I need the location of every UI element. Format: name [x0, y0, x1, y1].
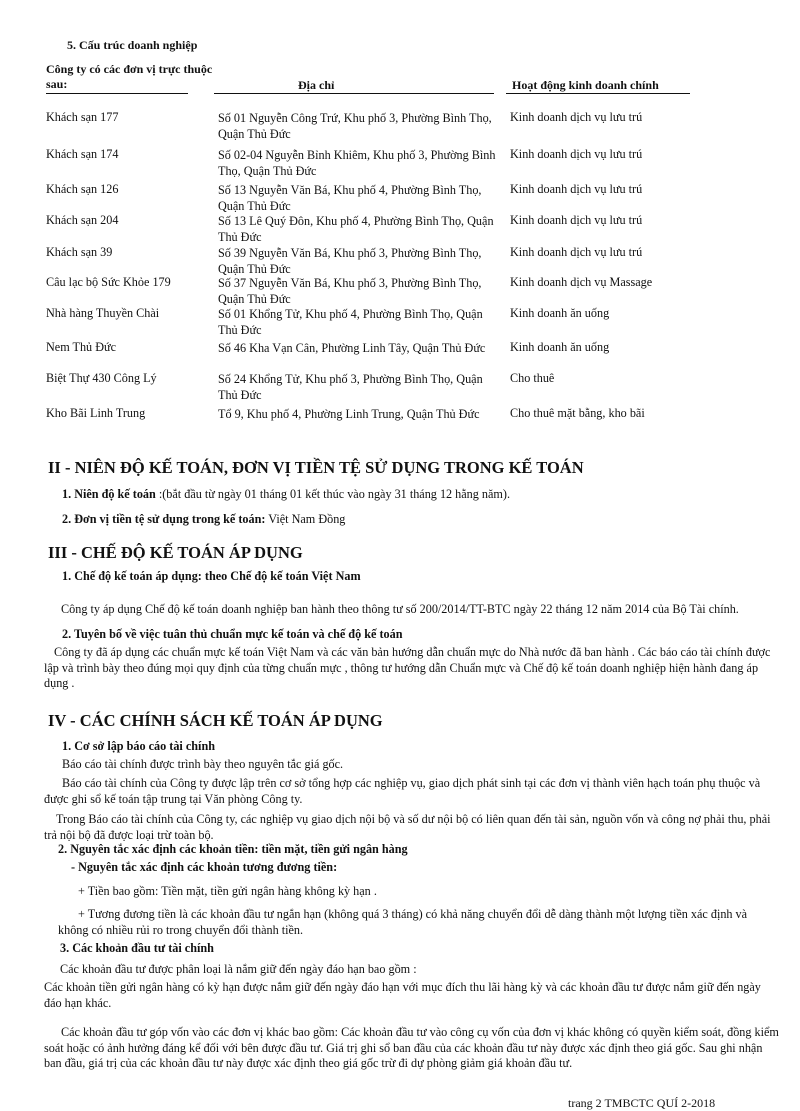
subheading-cash-equivalents: - Nguyên tắc xác định các khoản tương đương tiền:: [71, 860, 338, 874]
unit-activity: Kinh doanh dịch vụ lưu trú: [510, 110, 643, 124]
unit-address: Số 02-04 Nguyễn Bỉnh Khiêm, Khu phố 3, Phường Bình Thọ, Quận Thủ Đức: [218, 148, 496, 178]
unit-address: Số 46 Kha Vạn Cân, Phường Linh Tây, Quận Thủ Đức: [218, 341, 486, 355]
label: 2. Đơn vị tiền tệ sử dụng trong kế toán:: [62, 512, 266, 526]
unit-address: Số 13 Nguyễn Văn Bá, Khu phố 4, Phường Bình Thọ, Quận Thủ Đức: [218, 183, 482, 213]
unit-name: Khách sạn 204: [46, 213, 119, 227]
column-header-units: Công ty có các đơn vị trực thuộc sau:: [46, 62, 213, 91]
unit-name: Khách sạn 126: [46, 182, 119, 196]
page-footer: trang 2 TMBCTC QUÍ 2-2018: [568, 1096, 716, 1110]
section-heading-structure: 5. Cấu trúc doanh nghiệp: [67, 38, 198, 52]
unit-name: Kho Bãi Linh Trung: [46, 406, 146, 420]
header-underline: [214, 93, 494, 94]
unit-name: Biệt Thự 430 Công Lý: [46, 371, 157, 385]
column-header-activity: Hoạt động kinh doanh chính: [512, 78, 659, 92]
subheading-basis: 1. Cơ sở lập báo cáo tài chính: [62, 739, 215, 753]
section-heading-iv: IV - CÁC CHÍNH SÁCH KẾ TOÁN ÁP DỤNG: [48, 711, 383, 730]
unit-activity: Kinh doanh dịch vụ lưu trú: [510, 182, 643, 196]
paragraph: Báo cáo tài chính được trình bày theo nguyên tắc giá gốc.: [62, 757, 344, 771]
column-header-address: Địa chỉ: [298, 78, 335, 92]
unit-name: Khách sạn 174: [46, 147, 119, 161]
unit-activity: Kinh doanh dịch vụ lưu trú: [510, 213, 643, 227]
section-heading-iii: III - CHẾ ĐỘ KẾ TOÁN ÁP DỤNG: [48, 543, 303, 562]
paragraph: Báo cáo tài chính của Công ty được lập trên cơ sở tổng hợp các nghiệp vụ, giao dịch phát sinh tại các đơn vị thành viên hạch toán phụ thuộc và được ghi sổ kế toán tập trung tại Văn phòng Công ty.: [44, 776, 761, 806]
section-heading-ii: II - NIÊN ĐỘ KẾ TOÁN, ĐƠN VỊ TIỀN TỆ SỬ DỤNG TRONG KẾ TOÁN: [48, 458, 584, 477]
bullet-item: + Tương đương tiền là các khoản đầu tư ngắn hạn (không quá 3 tháng) có khả năng chuyển đổi dễ dàng thành một lượng tiền xác định và không có nhiều rủi ro trong chuyển đổi thành tiền.: [58, 907, 748, 937]
unit-address: Tổ 9, Khu phố 4, Phường Linh Trung, Quận Thủ Đức: [218, 407, 480, 421]
unit-activity: Kinh doanh dịch vụ Massage: [510, 275, 653, 289]
unit-address: Số 24 Khổng Tử, Khu phố 3, Phường Bình Thọ, Quận Thủ Đức: [218, 372, 483, 402]
paragraph: Các khoản tiền gửi ngân hàng có kỳ hạn được nắm giữ đến ngày đáo hạn với mục đích thu lãi hàng kỳ và các khoản đầu tư được nắm giữ đến ngày đáo hạn khác.: [44, 980, 761, 1010]
unit-activity: Cho thuê: [510, 371, 555, 385]
label: 1. Niên độ kế toán: [62, 487, 156, 501]
header-underline: [46, 93, 188, 94]
unit-name: Khách sạn 39: [46, 245, 113, 259]
unit-name: Nem Thủ Đức: [46, 340, 117, 354]
text: :(bắt đầu từ ngày 01 tháng 01 kết thúc vào ngày 31 tháng 12 hằng năm).: [155, 487, 511, 501]
unit-activity: Kinh doanh dịch vụ lưu trú: [510, 147, 643, 161]
subheading-accounting-regime: 1. Chế độ kế toán áp dụng: theo Chế độ kế toán Việt Nam: [62, 569, 361, 583]
unit-activity: Kinh doanh ăn uống: [510, 340, 610, 354]
paragraph: Công ty áp dụng Chế độ kế toán doanh nghiệp ban hành theo thông tư số 200/2014/TT-BTC ngày 22 tháng 12 năm 2014 của Bộ Tài chính.: [61, 602, 739, 616]
unit-name: Câu lạc bộ Sức Khỏe 179: [46, 275, 171, 289]
bullet-item: + Tiền bao gồm: Tiền mặt, tiền gửi ngân hàng không kỳ hạn .: [78, 884, 377, 898]
paragraph: Các khoản đầu tư góp vốn vào các đơn vị khác bao gồm: Các khoản đầu tư vào công cụ vốn của đơn vị khác không có quyền kiểm soát, đồng kiểm soát hoặc có ảnh hưởng đáng kể đối với bên được đầu tư. Giá trị ghi sổ ban đầu của các khoản đầu tư này được xác định theo giá gốc. Sau ghi nhận ban đầu, giá trị của các khoản đầu tư này được xác định theo giá gốc trừ đi dự phòng giảm giá khoản đầu tư.: [44, 1025, 779, 1070]
subheading-cash: 2. Nguyên tắc xác định các khoản tiền: tiền mặt, tiền gửi ngân hàng: [58, 842, 408, 856]
unit-address: Số 13 Lê Quý Đôn, Khu phố 4, Phường Bình Thọ, Quận Thủ Đức: [218, 214, 494, 244]
unit-address: Số 01 Nguyễn Công Trứ, Khu phố 3, Phường Bình Thọ, Quận Thủ Đức: [218, 111, 492, 141]
text: Việt Nam Đồng: [265, 512, 346, 526]
subheading-investments: 3. Các khoản đầu tư tài chính: [60, 941, 214, 955]
unit-name: Khách sạn 177: [46, 110, 119, 124]
paragraph: Các khoản đầu tư được phân loại là nắm giữ đến ngày đáo hạn bao gồm :: [60, 962, 417, 976]
unit-address: Số 01 Khổng Tử, Khu phố 4, Phường Bình Thọ, Quận Thủ Đức: [218, 307, 483, 337]
unit-address: Số 39 Nguyễn Văn Bá, Khu phố 3, Phường Bình Thọ, Quận Thủ Đức: [218, 246, 482, 276]
unit-address: Số 37 Nguyễn Văn Bá, Khu phố 3, Phường Bình Thọ, Quận Thủ Đức: [218, 276, 482, 306]
unit-activity: Kinh doanh dịch vụ lưu trú: [510, 245, 643, 259]
unit-activity: Cho thuê mặt bằng, kho bãi: [510, 406, 645, 420]
header-underline: [506, 93, 690, 94]
paragraph-currency: [62, 512, 345, 527]
unit-name: Nhà hàng Thuyền Chài: [46, 306, 160, 320]
unit-activity: Kinh doanh ăn uống: [510, 306, 610, 320]
paragraph-fiscal-year: [62, 487, 510, 502]
subheading-compliance: 2. Tuyên bố về việc tuân thủ chuẩn mực kế toán và chế độ kế toán: [62, 627, 403, 641]
paragraph: Công ty đã áp dụng các chuẩn mực kế toán Việt Nam và các văn bản hướng dẫn chuẩn mực do Nhà nước đã ban hành . Các báo cáo tài chính được lập và trình bày theo đúng mọi quy định của từng chuẩn mực , thông tư hướng dẫn Chuẩn mực và Chế độ kế toán doanh nghiệp hiện hành đang áp dụng .: [44, 645, 771, 690]
paragraph: Trong Báo cáo tài chính của Công ty, các nghiệp vụ giao dịch nội bộ và số dư nội bộ có liên quan đến tài sản, nguồn vốn và công nợ phải thu, phải trả nội bộ đã được loại trừ toàn bộ.: [44, 812, 771, 842]
